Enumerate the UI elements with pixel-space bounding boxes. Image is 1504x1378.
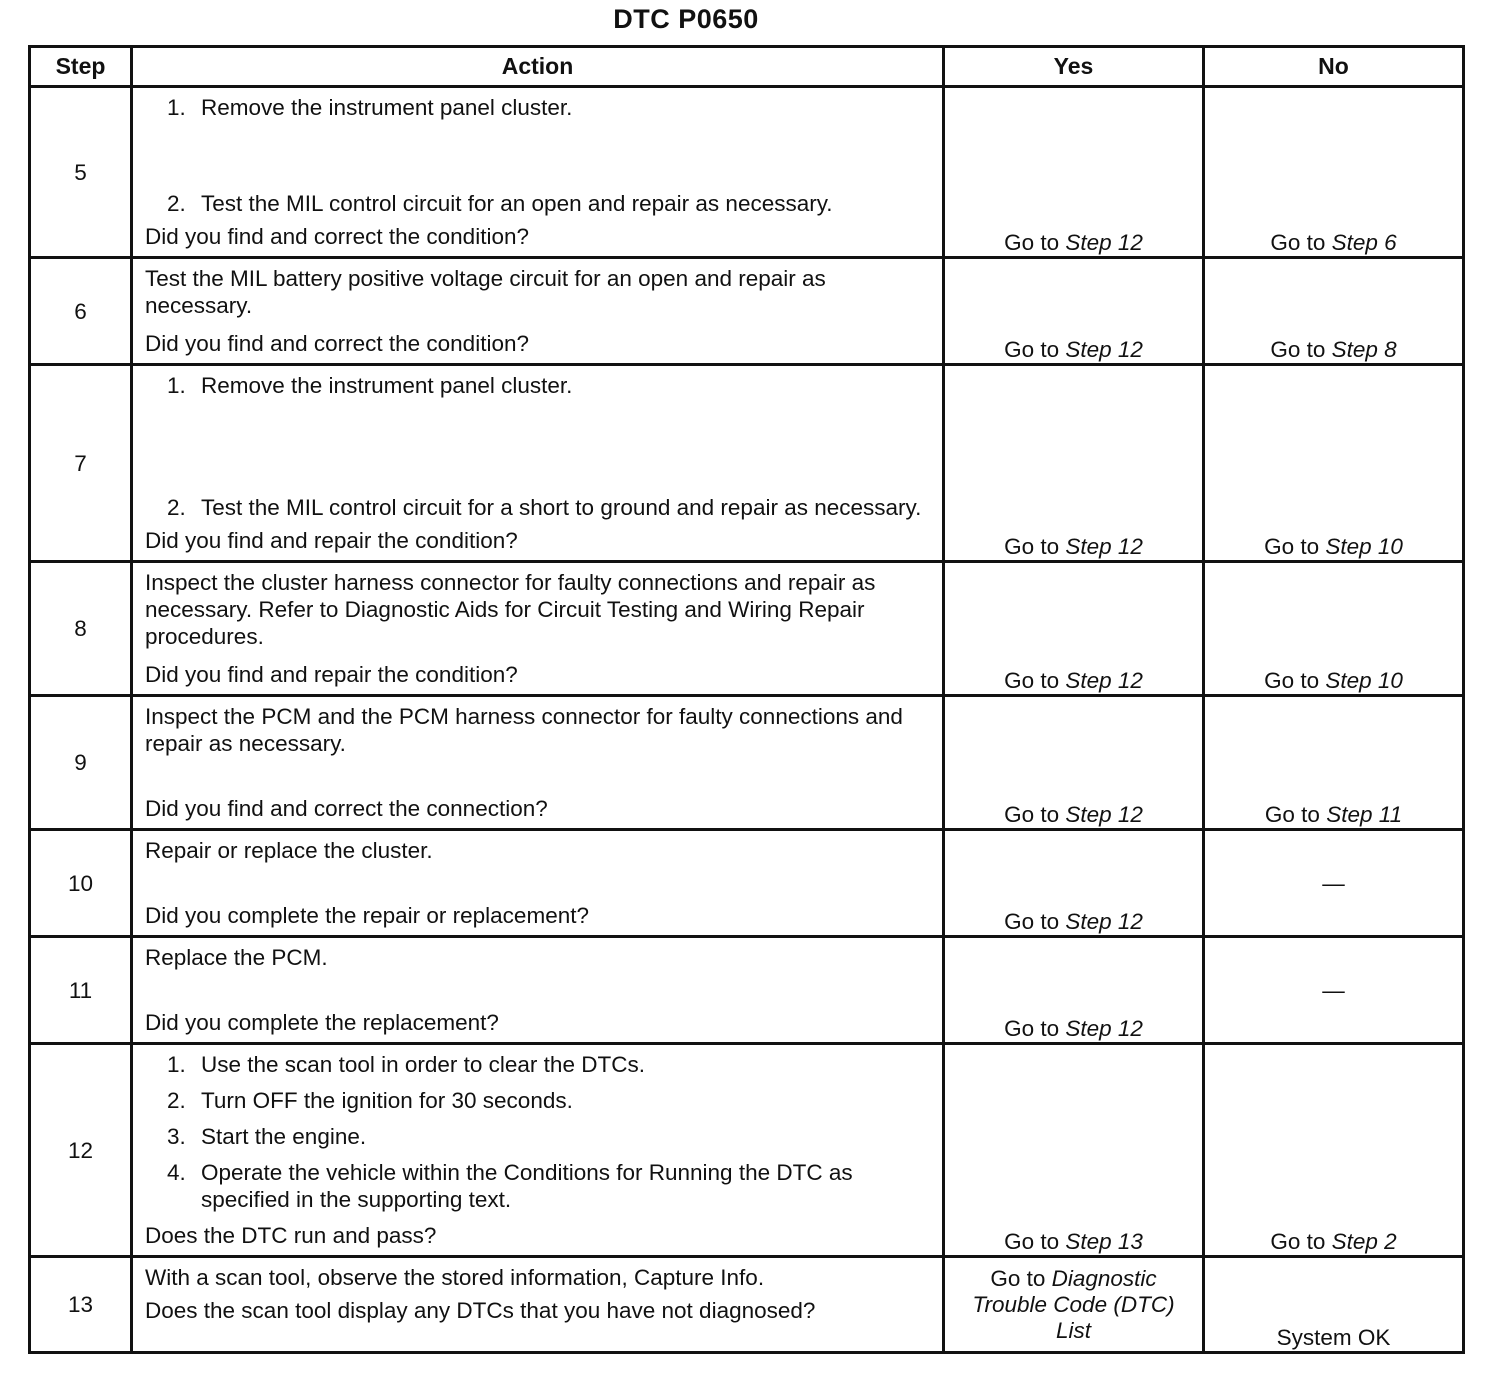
not-applicable-dash: — bbox=[1322, 870, 1345, 896]
action-cell bbox=[132, 830, 944, 937]
no-cell: System OK bbox=[1204, 1257, 1464, 1353]
list-item: 2. Test the MIL control circuit for an open and repair as necessary. bbox=[167, 191, 833, 216]
yes-cell: Go to Step 12 bbox=[944, 87, 1204, 258]
no-cell bbox=[1204, 830, 1464, 937]
step-number: 9 bbox=[30, 696, 132, 830]
action-cell bbox=[132, 696, 944, 830]
header-yes: Yes bbox=[944, 47, 1204, 87]
action-cell bbox=[132, 1044, 944, 1257]
step-number: 6 bbox=[30, 258, 132, 365]
action-cell bbox=[132, 365, 944, 562]
list-item: 3. Start the engine. bbox=[167, 1124, 367, 1149]
action-text: Repair or replace the cluster. bbox=[145, 838, 433, 863]
action-cell bbox=[132, 258, 944, 365]
action-cell bbox=[132, 937, 944, 1044]
table-row bbox=[30, 696, 1464, 830]
step-number: 10 bbox=[30, 830, 132, 937]
table-row bbox=[30, 258, 1464, 365]
diagnostic-table bbox=[28, 45, 1465, 1354]
action-text: Inspect the cluster harness connector for faulty connections and repair as necessary. Refer to Diagnostic Aids for Circuit Testing and Wiring Repair procedures. bbox=[145, 570, 876, 649]
action-text: Inspect the PCM and the PCM harness connector for faulty connections and repair as necessary. bbox=[145, 704, 903, 756]
yes-cell: Go to Step 12 bbox=[944, 365, 1204, 562]
question: Did you find and correct the connection? bbox=[145, 796, 548, 821]
step-number: 8 bbox=[30, 562, 132, 696]
no-cell: Go to Step 2 bbox=[1204, 1044, 1464, 1257]
action-cell bbox=[132, 87, 944, 258]
table-row bbox=[30, 1257, 1464, 1353]
header-step: Step bbox=[30, 47, 132, 87]
list-item: 1. Use the scan tool in order to clear the DTCs. bbox=[167, 1052, 645, 1077]
yes-cell: Go to Diagnostic Trouble Code (DTC) List bbox=[944, 1257, 1204, 1353]
yes-cell: Go to Step 12 bbox=[944, 258, 1204, 365]
question: Did you find and repair the condition? bbox=[145, 528, 518, 553]
page-title: DTC P0650 bbox=[613, 4, 759, 34]
step-number: 5 bbox=[30, 87, 132, 258]
header-no: No bbox=[1204, 47, 1464, 87]
table-row bbox=[30, 830, 1464, 937]
table-row bbox=[30, 562, 1464, 696]
question: Does the DTC run and pass? bbox=[145, 1223, 437, 1248]
question: Did you find and correct the condition? bbox=[145, 331, 529, 356]
step-number: 13 bbox=[30, 1257, 132, 1353]
not-applicable-dash: — bbox=[1322, 977, 1345, 1003]
action-text: Replace the PCM. bbox=[145, 945, 328, 970]
list-item: 1. Remove the instrument panel cluster. bbox=[167, 373, 573, 398]
table-row bbox=[30, 87, 1464, 258]
table-row bbox=[30, 1044, 1464, 1257]
action-text: With a scan tool, observe the stored information, Capture Info. bbox=[145, 1265, 765, 1290]
header-action: Action bbox=[132, 47, 944, 87]
list-item: 4. Operate the vehicle within the Conditions for Running the DTC as specified in the supporting text. bbox=[167, 1160, 853, 1212]
step-number: 11 bbox=[30, 937, 132, 1044]
step-number: 7 bbox=[30, 365, 132, 562]
no-cell: Go to Step 10 bbox=[1204, 562, 1464, 696]
header-row bbox=[30, 47, 1464, 87]
step-number: 12 bbox=[30, 1044, 132, 1257]
list-item: 2. Test the MIL control circuit for a short to ground and repair as necessary. bbox=[167, 495, 922, 520]
question: Did you find and correct the condition? bbox=[145, 224, 529, 249]
question: Does the scan tool display any DTCs that you have not diagnosed? bbox=[145, 1298, 816, 1323]
no-cell: Go to Step 10 bbox=[1204, 365, 1464, 562]
no-cell bbox=[1204, 937, 1464, 1044]
action-cell bbox=[132, 562, 944, 696]
question: Did you complete the replacement? bbox=[145, 1010, 499, 1035]
question: Did you find and repair the condition? bbox=[145, 662, 518, 687]
table-row bbox=[30, 365, 1464, 562]
no-cell: Go to Step 8 bbox=[1204, 258, 1464, 365]
action-cell bbox=[132, 1257, 944, 1353]
yes-cell: Go to Step 12 bbox=[944, 562, 1204, 696]
list-item: 2. Turn OFF the ignition for 30 seconds. bbox=[167, 1088, 573, 1113]
no-cell: Go to Step 6 bbox=[1204, 87, 1464, 258]
list-item: 1. Remove the instrument panel cluster. bbox=[167, 95, 573, 120]
yes-cell: Go to Step 12 bbox=[944, 696, 1204, 830]
yes-cell: Go to Step 12 bbox=[944, 830, 1204, 937]
action-text: Test the MIL battery positive voltage circuit for an open and repair as necessary. bbox=[145, 266, 826, 318]
question: Did you complete the repair or replacement? bbox=[145, 903, 589, 928]
yes-cell: Go to Step 12 bbox=[944, 937, 1204, 1044]
table-row bbox=[30, 937, 1464, 1044]
yes-cell: Go to Step 13 bbox=[944, 1044, 1204, 1257]
no-cell: Go to Step 11 bbox=[1204, 696, 1464, 830]
